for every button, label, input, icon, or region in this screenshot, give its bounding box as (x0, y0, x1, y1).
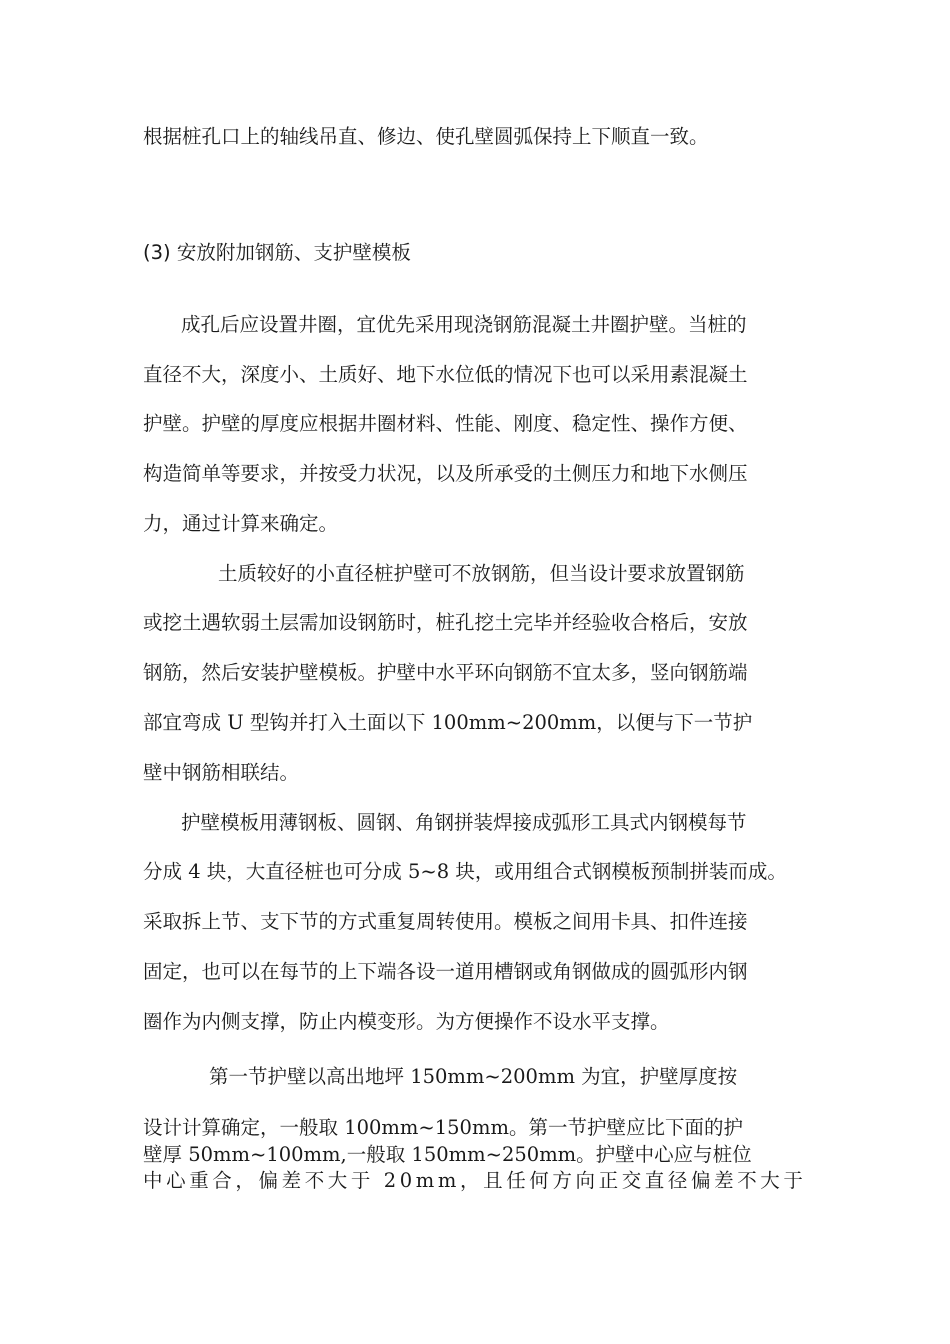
text-line-6: 构造简单等要求，并按受力状况，以及所承受的土侧压力和地下水侧压 (143, 462, 748, 485)
text-line-1: 根据桩孔口上的轴线吊直、修边、使孔壁圆弧保持上下顺直一致。 (143, 125, 709, 148)
text-line-20: 壁厚 50mm~100mm,一般取 150mm~250mm。护壁中心应与桩位 (143, 1143, 752, 1166)
text-line-12: 壁中钢筋相联结。 (143, 761, 300, 784)
text-line-11: 部宜弯成 U 型钩并打入土面以下 100mm~200mm，以便与下一节护 (143, 711, 753, 734)
section-heading: (3) 安放附加钢筋、支护壁模板 (143, 241, 411, 264)
text-line-15: 采取拆上节、支下节的方式重复周转使用。模板之间用卡具、扣件连接 (143, 910, 748, 933)
text-line-4: 直径不大，深度小、土质好、地下水位低的情况下也可以采用素混凝土 (143, 363, 748, 386)
text-line-8: 土质较好的小直径桩护壁可不放钢筋，但当设计要求放置钢筋 (218, 562, 745, 585)
text-line-5: 护壁。护壁的厚度应根据井圈材料、性能、刚度、稳定性、操作方便、 (143, 412, 748, 435)
text-line-9: 或挖土遇软弱土层需加设钢筋时，桩孔挖土完毕并经验收合格后，安放 (143, 611, 748, 634)
text-line-7: 力，通过计算来确定。 (143, 512, 339, 535)
text-line-14: 分成 4 块，大直径桩也可分成 5~8 块，或用组合式钢模板预制拼装而成。 (143, 860, 787, 883)
text-line-13: 护壁模板用薄钢板、圆钢、角钢拼装焊接成弧形工具式内钢模每节 (181, 811, 747, 834)
text-line-17: 圈作为内侧支撑，防止内模变形。为方便操作不设水平支撑。 (143, 1010, 670, 1033)
text-line-3: 成孔后应设置井圈，宜优先采用现浇钢筋混凝土井圈护壁。当桩的 (181, 313, 747, 336)
text-line-18: 第一节护壁以高出地坪 150mm~200mm 为宜，护壁厚度按 (209, 1065, 738, 1088)
text-line-16: 固定，也可以在每节的上下端各设一道用槽钢或角钢做成的圆弧形内钢 (143, 960, 748, 983)
text-line-19: 设计计算确定，一般取 100mm~150mm。第一节护壁应比下面的护 (143, 1116, 743, 1139)
text-line-10: 钢筋，然后安装护壁模板。护壁中水平环向钢筋不宜太多，竖向钢筋端 (143, 661, 748, 684)
text-line-21: 中心重合，偏差不大于 20mm，且任何方向正交直径偏差不大于 (143, 1169, 807, 1192)
